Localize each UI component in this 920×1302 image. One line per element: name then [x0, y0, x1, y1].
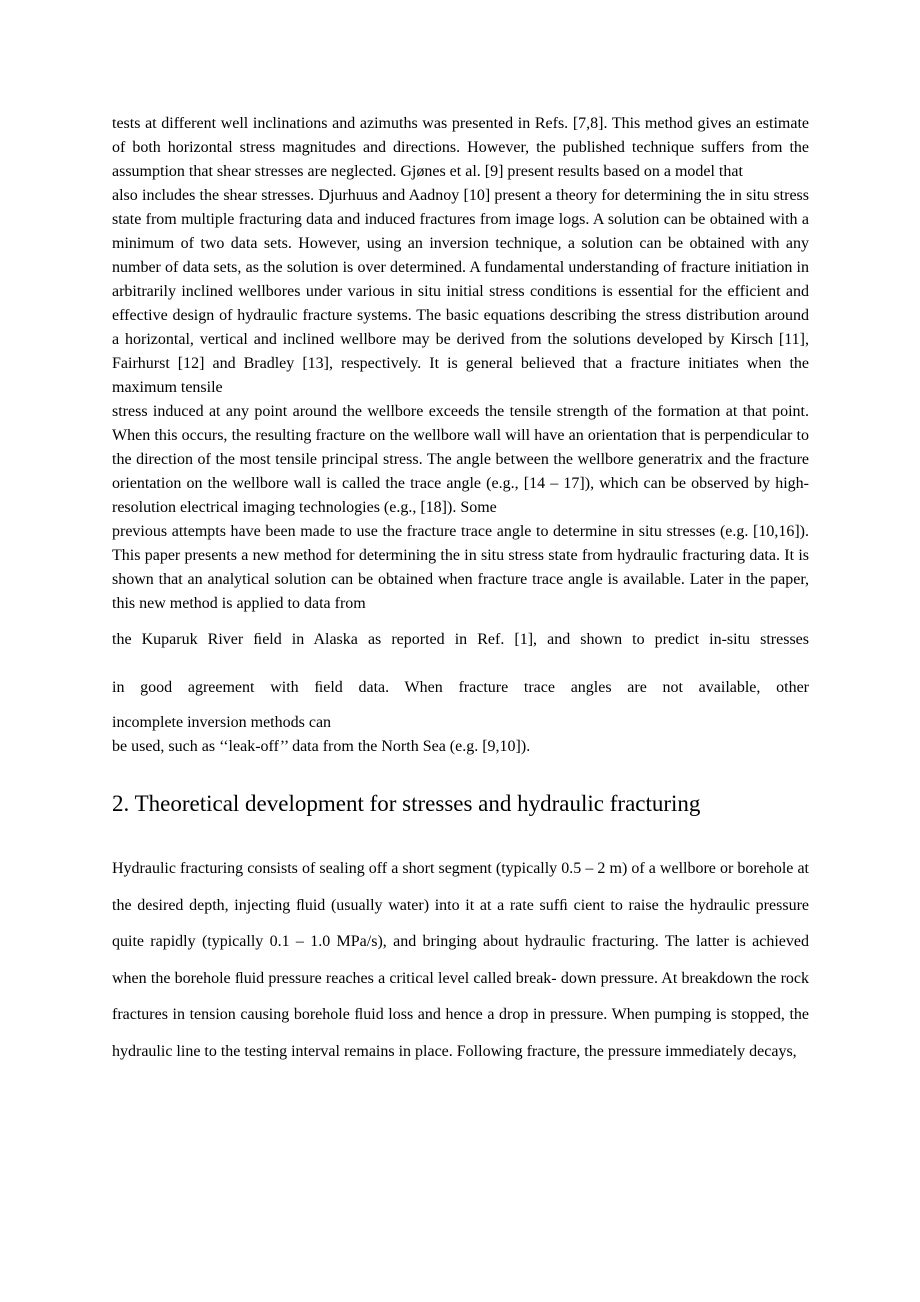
paragraph-3: stress induced at any point around the wellbore exceeds the tensile strength of the formation at that point. When this occurs, the resulting fracture on the wellbore wall will have an orientation that is perpendicular to the direction of the most tensile principal stress. The angle between the wellbore generatrix and the fracture orientation on the wellbore wall is called the trace angle (e.g., [14 – 17]), which can be observed by high-resolution electrical imaging technologies (e.g., [18]). Some [112, 403, 809, 516]
paragraph-4: previous attempts have been made to use the fracture trace angle to determine in situ stresses (e.g. [10,16]). This paper presents a new method for determining the in situ stress state from hydraulic fracturing data. It is shown that an analytical solution can be obtained when fracture trace angle is available. Later in the paper, this new method is applied to data from [112, 523, 809, 612]
section-heading: 2. Theoretical development for stresses and hydraulic fracturing [112, 791, 701, 816]
paragraph-6: Hydraulic fracturing consists of sealing off a short segment (typically 0.5 – 2 m) of a wellbore or borehole at the desired depth, injecting ﬂuid (usually water) into it at a rate sufﬁ cient to raise the hydraulic pressure quite rapidly (typically 0.1 – 1.0 MPa/s), and bringing about hydraulic fracturing. The latter is achieved when the borehole ﬂuid pressure reaches a critical level called break- down pressure. At breakdown the rock fractures in tension causing borehole ﬂuid loss and hence a drop in pressure. When pumping is stopped, the hydraulic line to the testing interval remains in place. Following fracture, the pressure immediately decays, [112, 860, 809, 1060]
paragraph-5: be used, such as ‘‘leak-off’’ data from the North Sea (e.g. [9,10]). [112, 738, 531, 755]
paragraph-4-line-4: incomplete inversion methods can [112, 714, 332, 731]
document-page [112, 112, 809, 1086]
paragraph-2: also includes the shear stresses. Djurhuus and Aadnoy [10] present a theory for determining the in situ stress state from multiple fracturing data and induced fractures from image logs. A solution can be obtained with a minimum of two data sets. However, using an inversion technique, a solution can be obtained with any number of data sets, as the solution is over determined. A fundamental understanding of fracture initiation in arbitrarily inclined wellbores under various in situ initial stress conditions is essential for the efficient and effective design of hydraulic fracture systems. The basic equations describing the stress distribution around a horizontal, vertical and inclined wellbore may be derived from the solutions developed by Kirsch [11], Fairhurst [12] and Bradley [13], respectively. It is general believed that a fracture initiates when the maximum tensile [112, 187, 809, 396]
paragraph-4-line-2: the Kuparuk River ﬁeld in Alaska as reported in Ref. [1], and shown to predict in-situ stresses [112, 631, 809, 648]
paragraph-4-line-3: in good agreement with ﬁeld data. When fracture trace angles are not available, other [112, 679, 809, 696]
paragraph-1: tests at different well inclinations and azimuths was presented in Refs. [7,8]. This method gives an estimate of both horizontal stress magnitudes and directions. However, the published technique suffers from the assumption that shear stresses are neglected. Gjønes et al. [9] present results based on a model that [112, 115, 809, 180]
